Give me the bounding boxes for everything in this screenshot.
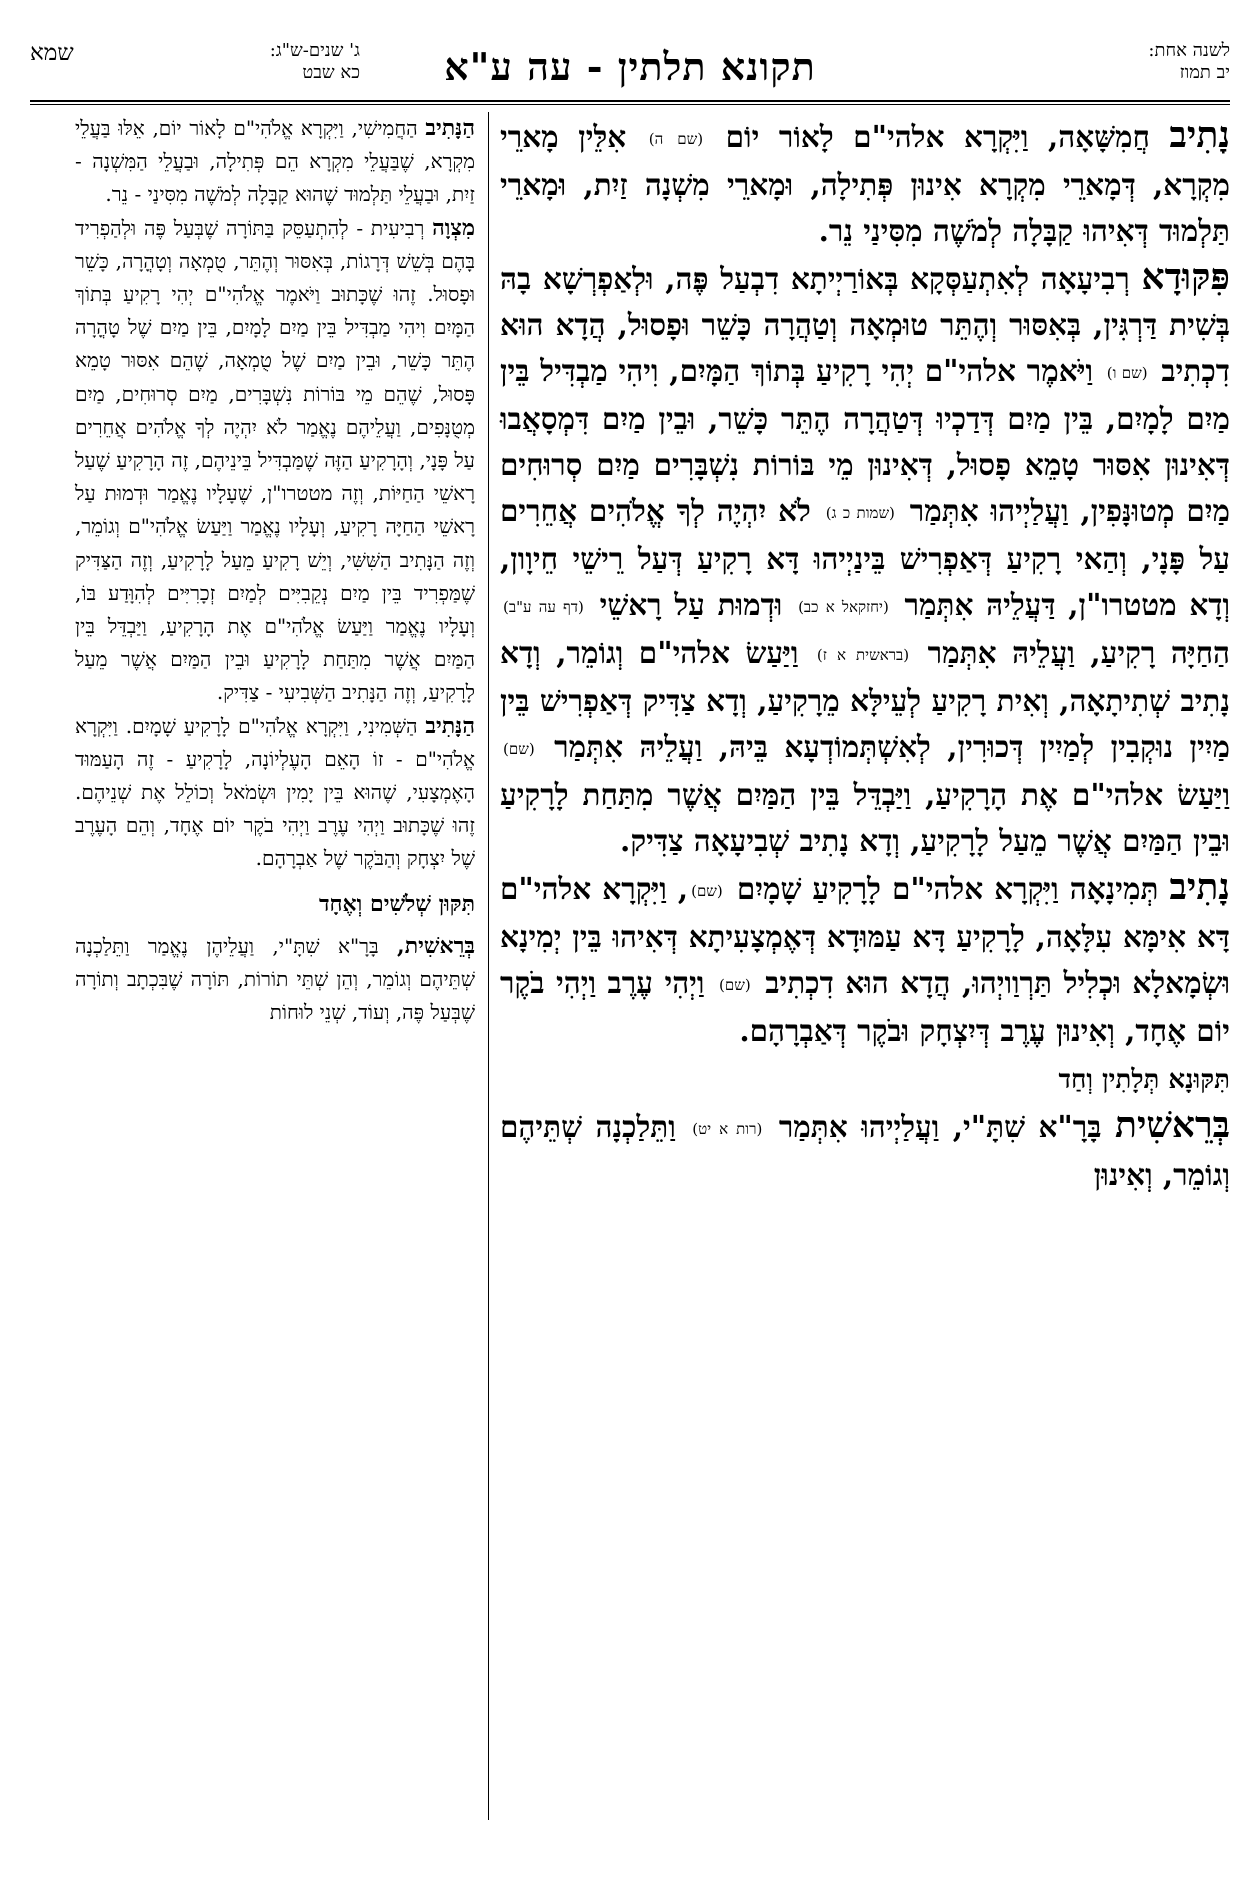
source-reference: (יחזקאל א כב)	[798, 598, 889, 616]
header-rule-thin	[30, 104, 1230, 105]
lead-word: מִצְוָה	[432, 214, 475, 241]
paragraph-text: וַיְהִי עֶרֶב וַיְהִי בֹקֶר יוֹם אֶחָד, וְאִינוּן עֶרֶב דְּיִצְחָק וּבֹקֶר דְּאַבְרָהָם.	[500, 965, 1230, 1048]
column-divider	[488, 112, 489, 1820]
paragraph-text: חֲמִשָּׁאָה, וַיִּקְרָא אלהי"ם לָאוֹר יוֹם	[706, 119, 1170, 154]
page-number: שמא	[30, 40, 74, 66]
source-reference: (בראשית א ז)	[816, 646, 910, 664]
translation-paragraph-1	[75, 112, 475, 212]
source-reference: (רות א יט)	[692, 1120, 763, 1138]
paragraph-text: וַיֹּאמֶר אלהי"ם יְהִי רָקִיעַ בְּתוֹךְ הַמָּיִם, וִיהִי מַבְדִּיל בֵּין מַיִם לָמָיִם, בֵּין מַיִם דְּדַכְיוּ דְּטַהֲרָה הֶתֵּר כָּשֵׁר, וּבֵין מַיִם דִּמְסָאֲבוּ דְּאִינוּן אִסּוּר טָמֵא פָסוּל, דְּאִינוּן מֵי בּוֹרוֹת נִשְׁבָּרִים מַיִם סְרוּחִים מַיִם מְטוּנָּפִין, וַעֲלַיְיהוּ אִתְּמַר	[500, 353, 1230, 528]
translation-paragraph-2	[75, 212, 475, 710]
paragraph-text: , וַיִּקְרָא אלהי"ם דָּא אִימָּא עִלָּאָה, לָרָקִיעַ דָּא עַמּוּדָא דְּאֶמְצָעִיתָא דְּאִיהוּ בֵּין יְמִינָא וּשְׂמָאלָא וּכְלִיל תַּרְוַויְהוּ, הֲדָא הוּא דִכְתִיב	[500, 871, 1231, 1000]
paragraph-text: וַיַּעַשׂ אלהי"ם אֶת הָרָקִיעַ, וַיַּבְדֵּל בֵּין הַמַּיִם אֲשֶׁר מִתַּחַת לָרָקִיעַ וּבֵין הַמַּיִם אֲשֶׁר מֵעַל לָרָקִיעַ, וְדָא נָתִיב שְׁבִיעָאָה צַדִּיק.	[500, 777, 1230, 858]
lead-word: נָתִיב	[1169, 114, 1230, 156]
page-header	[30, 40, 1230, 118]
header-date-line2: יב תמוז	[1179, 62, 1230, 83]
lead-word: בְּרֵאשִׁית	[1114, 1104, 1231, 1146]
source-reference: (שם)	[719, 976, 751, 994]
page-title: תקונא תלתין - עה ע"א	[444, 44, 816, 89]
header-rule	[30, 100, 1230, 102]
page-reference: (דף עה ע"ב)	[503, 598, 584, 616]
lead-word: בְּרֵאשִׁית,	[397, 932, 475, 959]
lead-word: הַנָּתִיב	[425, 712, 475, 739]
header-schedule-line2: כא שבט	[302, 62, 360, 83]
lead-word: פִּקּוּדָא	[1141, 256, 1230, 298]
paragraph-text: וּדְמוּת עַל רָאשֵׁי	[586, 587, 796, 622]
source-reference: (שם)	[503, 740, 535, 758]
lead-word: הַנָּתִיב	[425, 115, 475, 141]
translation-paragraph-4	[75, 930, 475, 1030]
main-paragraph-4	[500, 1102, 1230, 1198]
source-reference: (שם)	[691, 882, 723, 900]
paragraph-text: אִלֵּין מָארֵי מִקְרָא, דְּמָארֵי מִקְרָא אִינוּן פְּתִילָה, וּמָארֵי מִשְׁנָה זַיִת, וּמָארֵי תַּלְמוּד דְּאִיהוּ קַבָּלָה לְמֹשֶׁה מִסִּינַי נֵר.	[500, 119, 1230, 248]
header-left-block	[30, 40, 360, 100]
paragraph-text: הַחֲמִישִׁי, וַיִּקְרָא אֱלֹהִי"ם לָאוֹר יוֹם, אֵלּוּ בַּעֲלֵי מִקְרָא, שֶׁבַּעֲלֵי מִקְרָא הֵם פְּתִילָה, וּבַעֲלֵי הַמִּשְׁנָה - זַיִת, וּבַעֲלֵי תַּלְמוּד שֶׁהוּא קַבָּלָה לְמֹשֶׁה מִסִּינַי - נֵר.	[75, 116, 475, 207]
paragraph-text: הַחַיָּה רָקִיעַ, וַעֲלֵיהּ אִתְּמַר	[912, 635, 1230, 670]
header-schedule-line1: ג' שנים-ש"ג:	[269, 40, 360, 61]
paragraph-text: בָּרָ"א שִׁתָּ"י, וַעֲלַיְיהוּ אִתְּמַר	[765, 1109, 1115, 1144]
source-reference: (שם ו)	[1106, 364, 1148, 382]
main-paragraph-1	[500, 112, 1230, 254]
paragraph-text: רְבִיעָאָה לְאִתְעַסְּקָא בְּאוֹרַיְיתָא דִבְעַל פֶּה, וּלְאַפְרְשָׁא בָהּ בְּשִׁית דַּרְגִּין, בְּאִסּוּר וְהֶתֵּר טוּמְאָה וְטַהֲרָה כָּשֵׁר וּפָסוּל, הֲדָא הוּא דִכְתִיב	[500, 261, 1230, 388]
header-schedule-block	[150, 40, 360, 84]
paragraph-text: וַתֵּלַכְנָה שְׁתֵּיהֶם וְגוֹמֵר, וְאִינוּן	[500, 1109, 1230, 1192]
main-paragraph-2	[500, 254, 1230, 864]
paragraph-text: הַשְּׁמִינִי, וַיִּקְרָא אֱלֹהִי"ם לָרָקִיעַ שָׁמָיִם. וַיִּקְרָא אֱלֹהִי"ם - זוֹ הָאֵם הָעֶלְיוֹנָה, לָרָקִיעַ - זֶה הָעַמּוּד הָאֶמְצָעִי, שֶׁהוּא בֵּין יָמִין וּשְׂמֹאל וְכוֹלֵל אֶת שְׁנֵיהֶם. זֶהוּ שֶׁכָּתוּב וַיְהִי עֶרֶב וַיְהִי בֹקֶר יוֹם אֶחָד, וְהֵם הָעֶרֶב שֶׁל יִצְחָק וְהַבֹּקֶר שֶׁל אַבְרָהָם.	[75, 713, 475, 871]
paragraph-text: לֹא יִהְיֶה לְךָ אֱלֹהִים אֲחֵרִים עַל פָּנָי, וְהַאי רָקִיעַ דְּאַפְרִישׁ בֵּינַיְיהוּ דָּא רָקִיעַ דְּעַל רֵישֵׁי חֵיוָון, וְדָא מטטרו"ן, דַּעֲלֵיהּ אִתְּמַר	[500, 493, 1231, 622]
translation-section-title: תִּקּוּן שְׁלֹשִׁים וְאֶחָד	[318, 890, 475, 917]
main-text-column	[500, 112, 1230, 1198]
translation-column	[75, 112, 475, 1029]
section-title: תִּקּוּנָא תְּלָתִין וְחַד	[1058, 1065, 1230, 1095]
lead-word: נָתִיב	[1169, 866, 1230, 908]
source-reference: (שמות כ ג)	[825, 504, 895, 522]
main-paragraph-3	[500, 864, 1230, 1054]
paragraph-text: בָּרָ"א שִׁתָּ"י, וַעֲלֵיהֶן נֶאֱמַר וַתֵּלַכְנָה שְׁתֵּיהֶם וְגוֹמֵר, וְהֵן שְׁתֵּי תוֹרוֹת, תּוֹרָה שֶׁבִּכְתָב וְתוֹרָה שֶׁבְּעַל פֶּה, וְעוֹד, שְׁנֵי לוּחוֹת	[75, 933, 475, 1025]
paragraph-text: וַיַּעַשׂ אלהי"ם וְגוֹמֵר, וְדָא נָתִיב שְׁתִיתָאָה, וְאִית רָקִיעַ לְעֵילָּא מֵרָקִיעַ, וְדָא צַדִּיק דְּאַפְרִישׁ בֵּין מַיִין נוּקְבִין לְמַיִין דְּכוּרִין, לְאִשְׁתְּמוֹדְעָא בֵּיהּ, וַעֲלֵיהּ אִתְּמַר	[500, 635, 1230, 764]
header-date-line1: לשנה אחת:	[1148, 40, 1230, 61]
paragraph-text: רְבִיעִית - לְהִתְעַסֵּק בַּתּוֹרָה שֶׁבְּעַל פֶּה וּלְהַפְרִיד בָּהֶם בְּשֵׁשׁ דְּרָגוֹת, בְּאִסּוּר וְהֶתֵּר, טֻמְאָה וְטָהֳרָה, כָּשֵׁר וּפָסוּל. זֶהוּ שֶׁכָּתוּב וַיֹּאמֶר אֱלֹהִי"ם יְהִי רָקִיעַ בְּתוֹךְ הַמָּיִם וִיהִי מַבְדִּיל בֵּין מַיִם לָמָיִם, בֵּין מַיִם שֶׁל טָהֳרָה הֶתֵּר כָּשֵׁר, וּבֵין מַיִם שֶׁל טֻמְאָה, שֶׁהֵם אִסּוּר טָמֵא פָּסוּל, שֶׁהֵם מֵי בּוֹרוֹת נִשְׁבָּרִים, מַיִם סְרוּחִים, מַיִם מְטֻנָּפִים, וַעֲלֵיהֶם נֶאֱמַר לֹא יִהְיֶה לְךָ אֱלֹהִים אֲחֵרִים עַל פָּנָי, וְהָרָקִיעַ הַזֶּה שֶׁמַּבְדִּיל בֵּינֵיהֶם, זֶה הָרָקִיעַ שֶׁעַל רָאשֵׁי הַחַיּוֹת, וְזֶה מטטרו"ן, שֶׁעָלָיו נֶאֱמַר וּדְמוּת עַל רָאשֵׁי הַחַיָּה רָקִיעַ, וְעָלָיו נֶאֱמַר וַיַּעַשׂ אֱלֹהִי"ם וְגוֹמֵר, וְזֶה הַנָּתִיב הַשִּׁשִּׁי, וְיֵשׁ רָקִיעַ מֵעַל לָרָקִיעַ, וְזֶה הַצַּדִּיק שֶׁמַּפְרִיד בֵּין מַיִם נְקֵבִיִּים לְמַיִם זְכָרִיִּים לְהִוָּדַע בּוֹ, וְעָלָיו נֶאֱמַר וַיַּעַשׂ אֱלֹהִי"ם אֶת הָרָקִיעַ, וַיַּבְדֵּל בֵּין הַמַּיִם אֲשֶׁר מִתַּחַת לָרָקִיעַ וּבֵין הַמַּיִם אֲשֶׁר מֵעַל לָרָקִיעַ, וְזֶה הַנָּתִיב הַשְּׁבִיעִי - צַדִּיק.	[75, 215, 475, 705]
translation-paragraph-3	[75, 710, 475, 876]
paragraph-text: תְּמִינָאָה וַיִּקְרָא אלהי"ם לָרָקִיעַ שָׁמָיִם	[725, 871, 1170, 906]
source-reference: (שם ה)	[648, 130, 704, 148]
